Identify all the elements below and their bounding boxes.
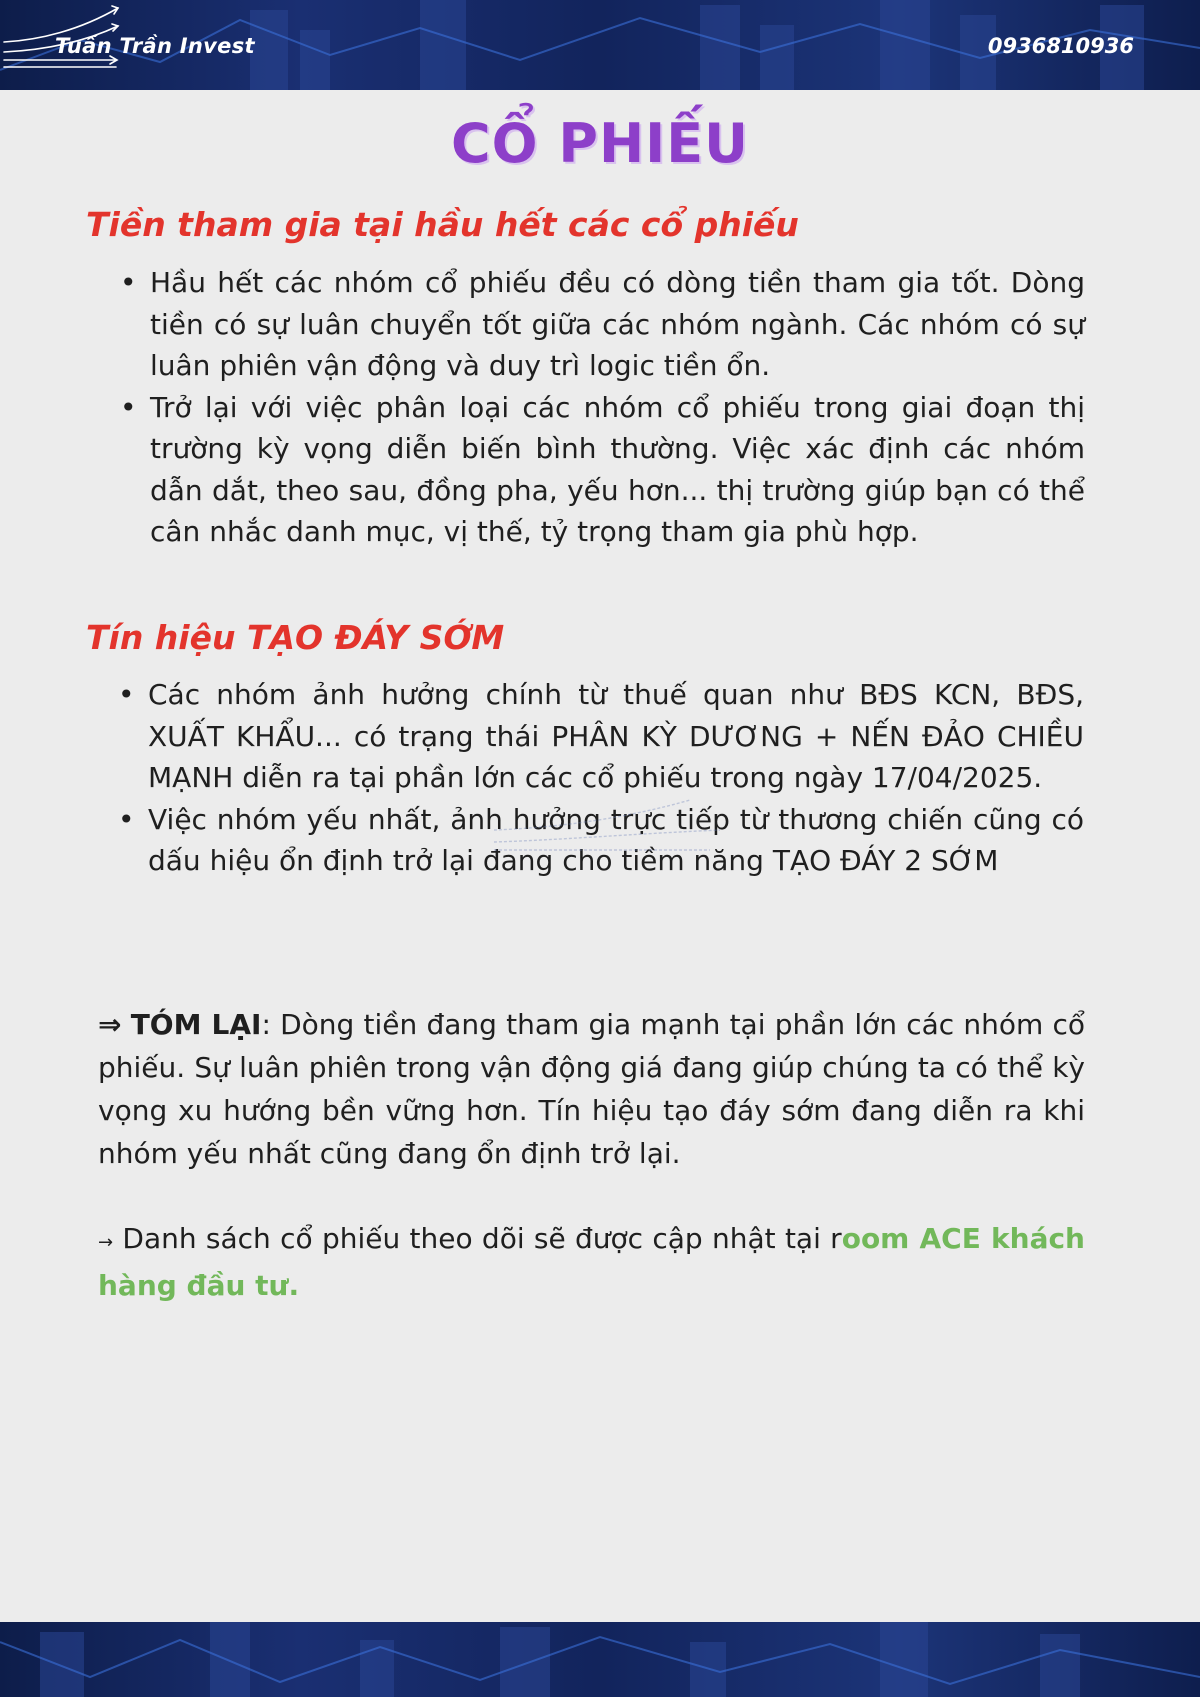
followup-arrow-icon: → <box>98 1232 114 1253</box>
brand-name: Tuấn Trần Invest <box>55 34 255 58</box>
section-heading-early-bottom: Tín hiệu TẠO ĐÁY SỚM <box>86 618 505 657</box>
footer-band <box>0 1622 1200 1697</box>
summary-label: TÓM LẠI <box>130 1008 262 1041</box>
summary-arrow-icon: ⇒ <box>98 1008 122 1041</box>
header-band <box>0 0 1200 90</box>
section-heading-money-flow: Tiền tham gia tại hầu hết các cổ phiếu <box>86 205 799 244</box>
bullet-icon: • <box>120 266 137 299</box>
trend-arrows-icon <box>0 0 124 70</box>
section-money-flow-list <box>120 262 1085 553</box>
phone-number: 0936810936 <box>987 34 1134 58</box>
summary-text: : Dòng tiền đang tham gia mạnh tại phần lớn các nhóm cổ phiếu. Sự luân phiên trong vận động giá đang giúp chúng ta có thể kỳ vọng xu hướng bền vững hơn. Tín hiệu tạo đáy sớm đang diễn ra khi nhóm yếu nhất cũng đang ổn định trở lại. <box>98 1008 1085 1170</box>
followup-text: Danh sách cổ phiếu theo dõi sẽ được cập nhật tại r <box>113 1222 842 1255</box>
page-title: CỔ PHIẾU <box>451 112 749 175</box>
summary-paragraph <box>98 1003 1085 1175</box>
bullet-icon: • <box>120 390 137 424</box>
city-chart-background <box>0 1622 1200 1697</box>
bullet-icon: • <box>118 802 135 836</box>
followup-highlight: oom ACE khách hàng đầu tư. <box>98 1222 1085 1302</box>
list-item <box>120 387 1085 553</box>
list-item-text: Hầu hết các nhóm cổ phiếu đều có dòng tiền tham gia tốt. Dòng tiền có sự luân chuyển tốt giữa các nhóm ngành. Các nhóm có sự luân phiên vận động và duy trì logic tiền ổn. <box>150 266 1085 382</box>
bullet-icon: • <box>118 678 135 711</box>
list-item <box>120 262 1085 387</box>
list-item <box>118 674 1084 799</box>
list-item-text: Các nhóm ảnh hưởng chính từ thuế quan như BĐS KCN, BĐS, XUẤT KHẨU... có trạng thái PHÂN KỲ DƯƠNG + NẾN ĐẢO CHIỀU MẠNH diễn ra tại phần lớn các cổ phiếu trong ngày 17/04/2025. <box>148 678 1084 794</box>
list-item-text: Trở lại với việc phân loại các nhóm cổ phiếu trong giai đoạn thị trường kỳ vọng diễn biến bình thường. Việc xác định các nhóm dẫn dắt, theo sau, đồng pha, yếu hơn... thị trường giúp bạn có thể cân nhắc danh mục, vị thế, tỷ trọng tham gia phù hợp. <box>150 390 1085 548</box>
watermark-arrows-icon <box>490 790 730 870</box>
followup-paragraph <box>98 1217 1085 1307</box>
list-item-text: Việc nhóm yếu nhất, ảnh hưởng trực tiếp từ thương chiến cũng có dấu hiệu ổn định trở lại đang cho tiềm năng TẠO ĐÁY 2 SỚM <box>148 802 1084 877</box>
